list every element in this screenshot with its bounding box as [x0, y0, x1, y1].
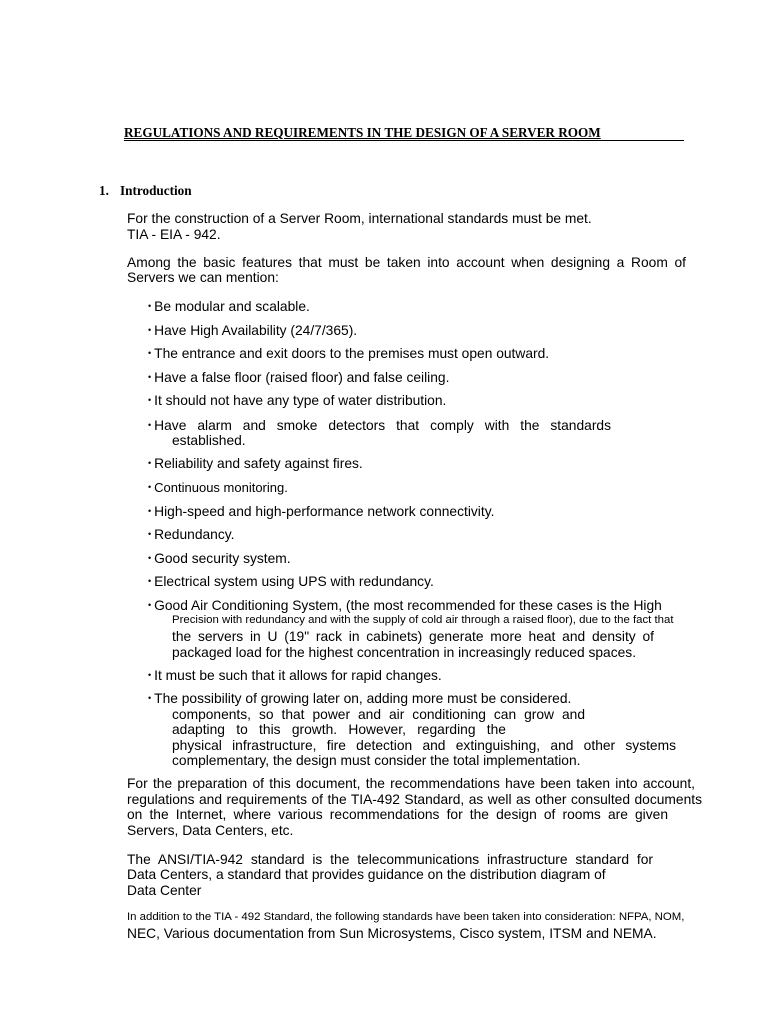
ansi-line-2: Data Centers, a standard that provides guidance on the distribution diagram of: [127, 867, 606, 882]
ansi-line-1: The ANSI/TIA-942 standard is the telecommunications infrastructure standard for: [127, 852, 653, 867]
list-item: [148, 456, 363, 471]
list-item: [148, 574, 434, 589]
list-item: [148, 527, 234, 542]
list-item-text: Electrical system using UPS with redundancy.: [154, 574, 434, 589]
bullet-marker: •: [148, 600, 152, 610]
list-item-text: The entrance and exit doors to the premises must open outward.: [154, 346, 550, 361]
list-item-continuation: established.: [172, 433, 246, 448]
prep-line-4: Servers, Data Centers, etc.: [127, 823, 294, 838]
section-number: 1.: [99, 183, 109, 198]
intro-line-1: For the construction of a Server Room, international standards must be met.: [127, 211, 592, 226]
bullet-marker: •: [148, 529, 152, 539]
prep-line-2: regulations and requirements of the TIA-492 Standard, as well as other consulted documents: [127, 792, 702, 807]
list-item-text: High-speed and high-performance network connectivity.: [154, 504, 495, 519]
bullet-marker: •: [148, 576, 152, 586]
list-item-continuation: physical infrastructure, fire detection and extinguishing, and other systems: [172, 738, 676, 753]
list-item-continuation: adapting to this growth. However, regarding the: [172, 722, 506, 737]
list-item-text: Have a false floor (raised floor) and false ceiling.: [154, 370, 450, 385]
prep-line-3: on the Internet, where various recommendations for the design of rooms are given: [127, 807, 668, 822]
addition-line-2: NEC, Various documentation from Sun Microsystems, Cisco system, ITSM and NEMA.: [127, 926, 657, 941]
list-item: [148, 323, 357, 338]
features-line-2: Servers we can mention:: [127, 270, 279, 285]
list-item-text: It must be such that it allows for rapid changes.: [154, 668, 442, 683]
list-item-continuation: the servers in U (19" rack in cabinets) generate more heat and density of: [172, 629, 654, 644]
list-item: [148, 480, 288, 495]
bullet-marker: •: [148, 348, 152, 358]
list-item: [148, 504, 494, 519]
bullet-marker: •: [148, 506, 152, 516]
list-item: [148, 668, 442, 683]
list-item-text: It should not have any type of water distribution.: [154, 393, 447, 408]
features-line-1: Among the basic features that must be taken into account when designing a Room of: [127, 255, 686, 270]
bullet-marker: •: [148, 420, 152, 430]
list-item: [148, 418, 611, 433]
list-item: [148, 691, 571, 706]
list-item-continuation: components, so that power and air conditioning can grow and: [172, 707, 585, 722]
list-item-continuation: Precision with redundancy and with the supply of cold air through a raised floor), due to the fact that: [172, 614, 674, 626]
bullet-marker: •: [148, 482, 152, 492]
list-item-text: Have High Availability (24/7/365).: [154, 323, 358, 338]
list-item: [148, 299, 310, 314]
bullet-marker: •: [148, 693, 152, 703]
intro-line-2: TIA - EIA - 942.: [127, 227, 221, 242]
list-item-text: Reliability and safety against fires.: [154, 456, 363, 471]
list-item: [148, 393, 446, 408]
list-item-text: Have alarm and smoke detectors that comply with the standards: [154, 418, 611, 433]
bullet-marker: •: [148, 670, 152, 680]
addition-line-1: In addition to the TIA - 492 Standard, the following standards have been taken into consideration: NFPA, NOM,: [127, 911, 685, 923]
list-item-text: Redundancy.: [154, 527, 235, 542]
list-item-text: Good security system.: [154, 551, 291, 566]
list-item: [148, 551, 291, 566]
list-item-text: Be modular and scalable.: [154, 299, 310, 314]
list-item-continuation: packaged load for the highest concentration in increasingly reduced spaces.: [172, 645, 637, 660]
list-item-text: Continuous monitoring.: [154, 480, 288, 495]
list-item: [148, 370, 449, 385]
bullet-marker: •: [148, 325, 152, 335]
document-title: [124, 125, 684, 141]
section-heading: [99, 183, 192, 199]
document-title-text: REGULATIONS AND REQUIREMENTS IN THE DESIGN OF A SERVER ROOM: [124, 125, 601, 140]
list-item: [148, 598, 662, 613]
prep-line-1: For the preparation of this document, the recommendations have been taken into account,: [127, 776, 695, 791]
section-title: Introduction: [120, 183, 192, 198]
list-item: [148, 346, 549, 361]
list-item-text: The possibility of growing later on, adding more must be considered.: [154, 691, 572, 706]
bullet-marker: •: [148, 372, 152, 382]
ansi-line-3: Data Center: [127, 883, 202, 898]
bullet-marker: •: [148, 553, 152, 563]
list-item-text: Good Air Conditioning System, (the most recommended for these cases is the High: [154, 598, 662, 613]
bullet-marker: •: [148, 458, 152, 468]
bullet-marker: •: [148, 301, 152, 311]
bullet-marker: •: [148, 395, 152, 405]
list-item-continuation: complementary, the design must consider the total implementation.: [172, 753, 581, 768]
